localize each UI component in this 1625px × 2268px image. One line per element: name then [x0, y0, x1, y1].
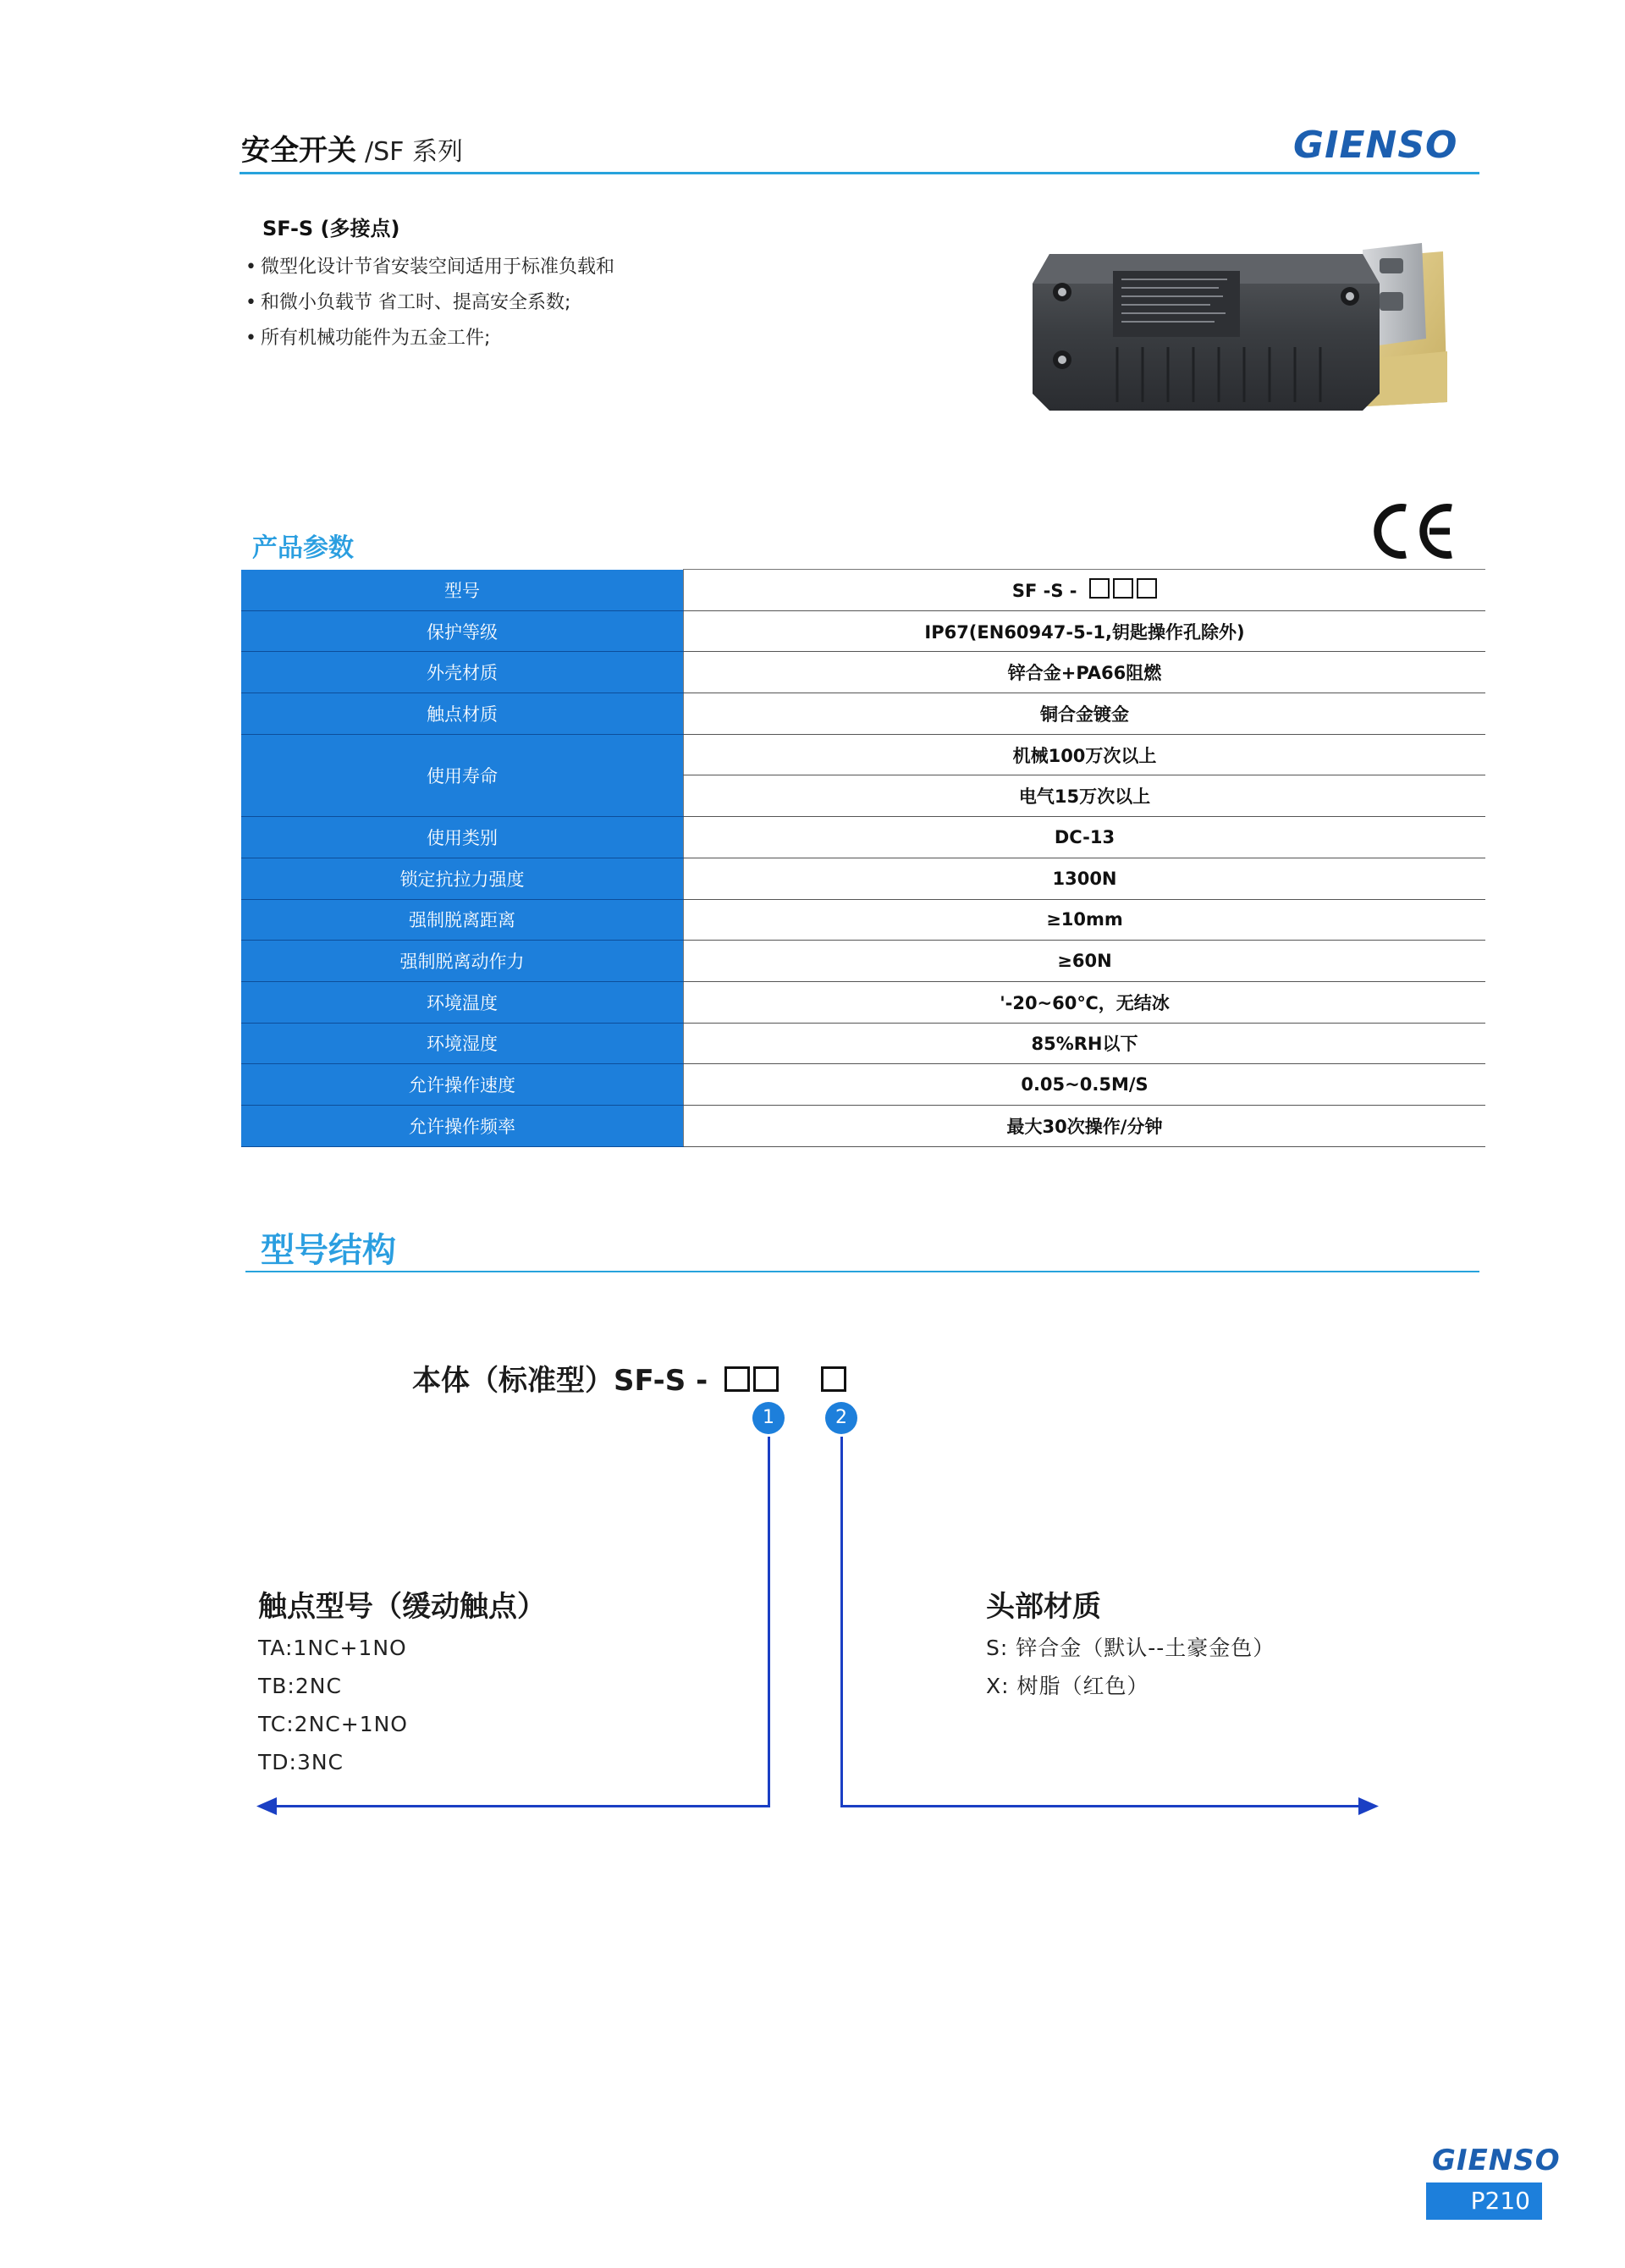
spec-value: SF -S - — [684, 570, 1486, 611]
list-item: S: 锌合金（默认--土豪金色） — [986, 1636, 1275, 1660]
connector-line — [768, 1437, 770, 1807]
table-row — [241, 1023, 1485, 1064]
badge-1: 1 — [752, 1402, 785, 1434]
table-row — [241, 1105, 1485, 1146]
spec-value: 0.05~0.5M/S — [684, 1064, 1486, 1106]
spec-value: DC-13 — [684, 817, 1486, 858]
section-divider — [245, 1271, 1479, 1272]
model-code — [412, 1357, 846, 1399]
spec-key: 环境湿度 — [241, 1023, 684, 1064]
spec-key: 外壳材质 — [241, 652, 684, 693]
list-item: TD:3NC — [258, 1750, 344, 1774]
spec-key: 触点材质 — [241, 693, 684, 735]
table-row — [241, 858, 1485, 899]
model-prefix: 本体（标准型）SF-S - — [412, 1364, 708, 1398]
table-row — [241, 941, 1485, 982]
spec-value: 最大30次操作/分钟 — [684, 1105, 1486, 1146]
code-box — [724, 1366, 750, 1392]
spec-key: 环境温度 — [241, 981, 684, 1023]
list-item: TC:2NC+1NO — [258, 1712, 408, 1736]
table-row — [241, 734, 1485, 775]
spec-key: 使用类别 — [241, 817, 684, 858]
product-photo — [1024, 233, 1456, 428]
spec-key: 允许操作速度 — [241, 1064, 684, 1106]
page-title-main: 安全开关 — [241, 134, 356, 168]
table-row — [241, 1064, 1485, 1106]
spec-key: 型号 — [241, 570, 684, 611]
spec-value: 85%RH以下 — [684, 1023, 1486, 1064]
spec-value: '-20~60℃，无结冰 — [684, 981, 1486, 1023]
head-material-list — [986, 1629, 1275, 1705]
connector-line — [840, 1805, 1361, 1807]
ce-mark-icon — [1367, 499, 1460, 563]
spec-table — [241, 569, 1485, 1147]
table-row — [241, 981, 1485, 1023]
spec-key: 允许操作频率 — [241, 1105, 684, 1146]
feature-item: • 微型化设计节省安装空间适用于标准负载和 — [245, 257, 615, 278]
brand-logo: GIENSO — [1293, 124, 1458, 167]
arrow-left-icon — [256, 1797, 277, 1815]
spec-value: 1300N — [684, 858, 1486, 899]
table-row — [241, 610, 1485, 652]
list-item: X: 树脂（红色） — [986, 1674, 1149, 1698]
spec-value: 锌合金+PA66阻燃 — [684, 652, 1486, 693]
contact-type-title: 触点型号（缓动触点） — [258, 1590, 546, 1624]
section-title-structure: 型号结构 — [261, 1231, 396, 1270]
feature-item: • 和微小负载节 省工时、提高安全系数; — [245, 292, 571, 313]
table-row — [241, 693, 1485, 735]
spec-key: 强制脱离动作力 — [241, 941, 684, 982]
feature-list — [245, 250, 614, 356]
spec-key: 使用寿命 — [241, 734, 684, 816]
footer-brand-logo: GIENSO — [1432, 2144, 1561, 2177]
section-title-params: 产品参数 — [252, 533, 354, 563]
list-item: TA:1NC+1NO — [258, 1636, 407, 1660]
header-divider — [240, 172, 1479, 174]
product-name: SF-S (多接点) — [262, 217, 400, 240]
list-item: TB:2NC — [258, 1674, 342, 1698]
feature-item: • 所有机械功能件为五金工件; — [245, 328, 491, 349]
head-material-title: 头部材质 — [986, 1590, 1101, 1624]
connector-line — [840, 1437, 843, 1807]
spec-key: 锁定抗拉力强度 — [241, 858, 684, 899]
arrow-right-icon — [1358, 1797, 1379, 1815]
spec-key: 强制脱离距离 — [241, 899, 684, 941]
badge-2: 2 — [825, 1402, 857, 1434]
spec-value: IP67(EN60947-5-1,钥匙操作孔除外) — [684, 610, 1486, 652]
table-row — [241, 570, 1485, 611]
table-row — [241, 652, 1485, 693]
spec-value: 机械100万次以上 — [684, 734, 1486, 775]
connector-line — [269, 1805, 770, 1807]
spec-value: 电气15万次以上 — [684, 775, 1486, 817]
page-title-series: /SF 系列 — [365, 137, 463, 167]
contact-type-list — [258, 1629, 408, 1781]
spec-value: ≥60N — [684, 941, 1486, 982]
spec-value: 铜合金镀金 — [684, 693, 1486, 735]
table-row — [241, 899, 1485, 941]
page-number: P210 — [1426, 2182, 1542, 2220]
table-row — [241, 817, 1485, 858]
page-title — [241, 127, 463, 168]
code-box — [821, 1366, 846, 1392]
spec-value: ≥10mm — [684, 899, 1486, 941]
spec-key: 保护等级 — [241, 610, 684, 652]
code-box — [753, 1366, 779, 1392]
